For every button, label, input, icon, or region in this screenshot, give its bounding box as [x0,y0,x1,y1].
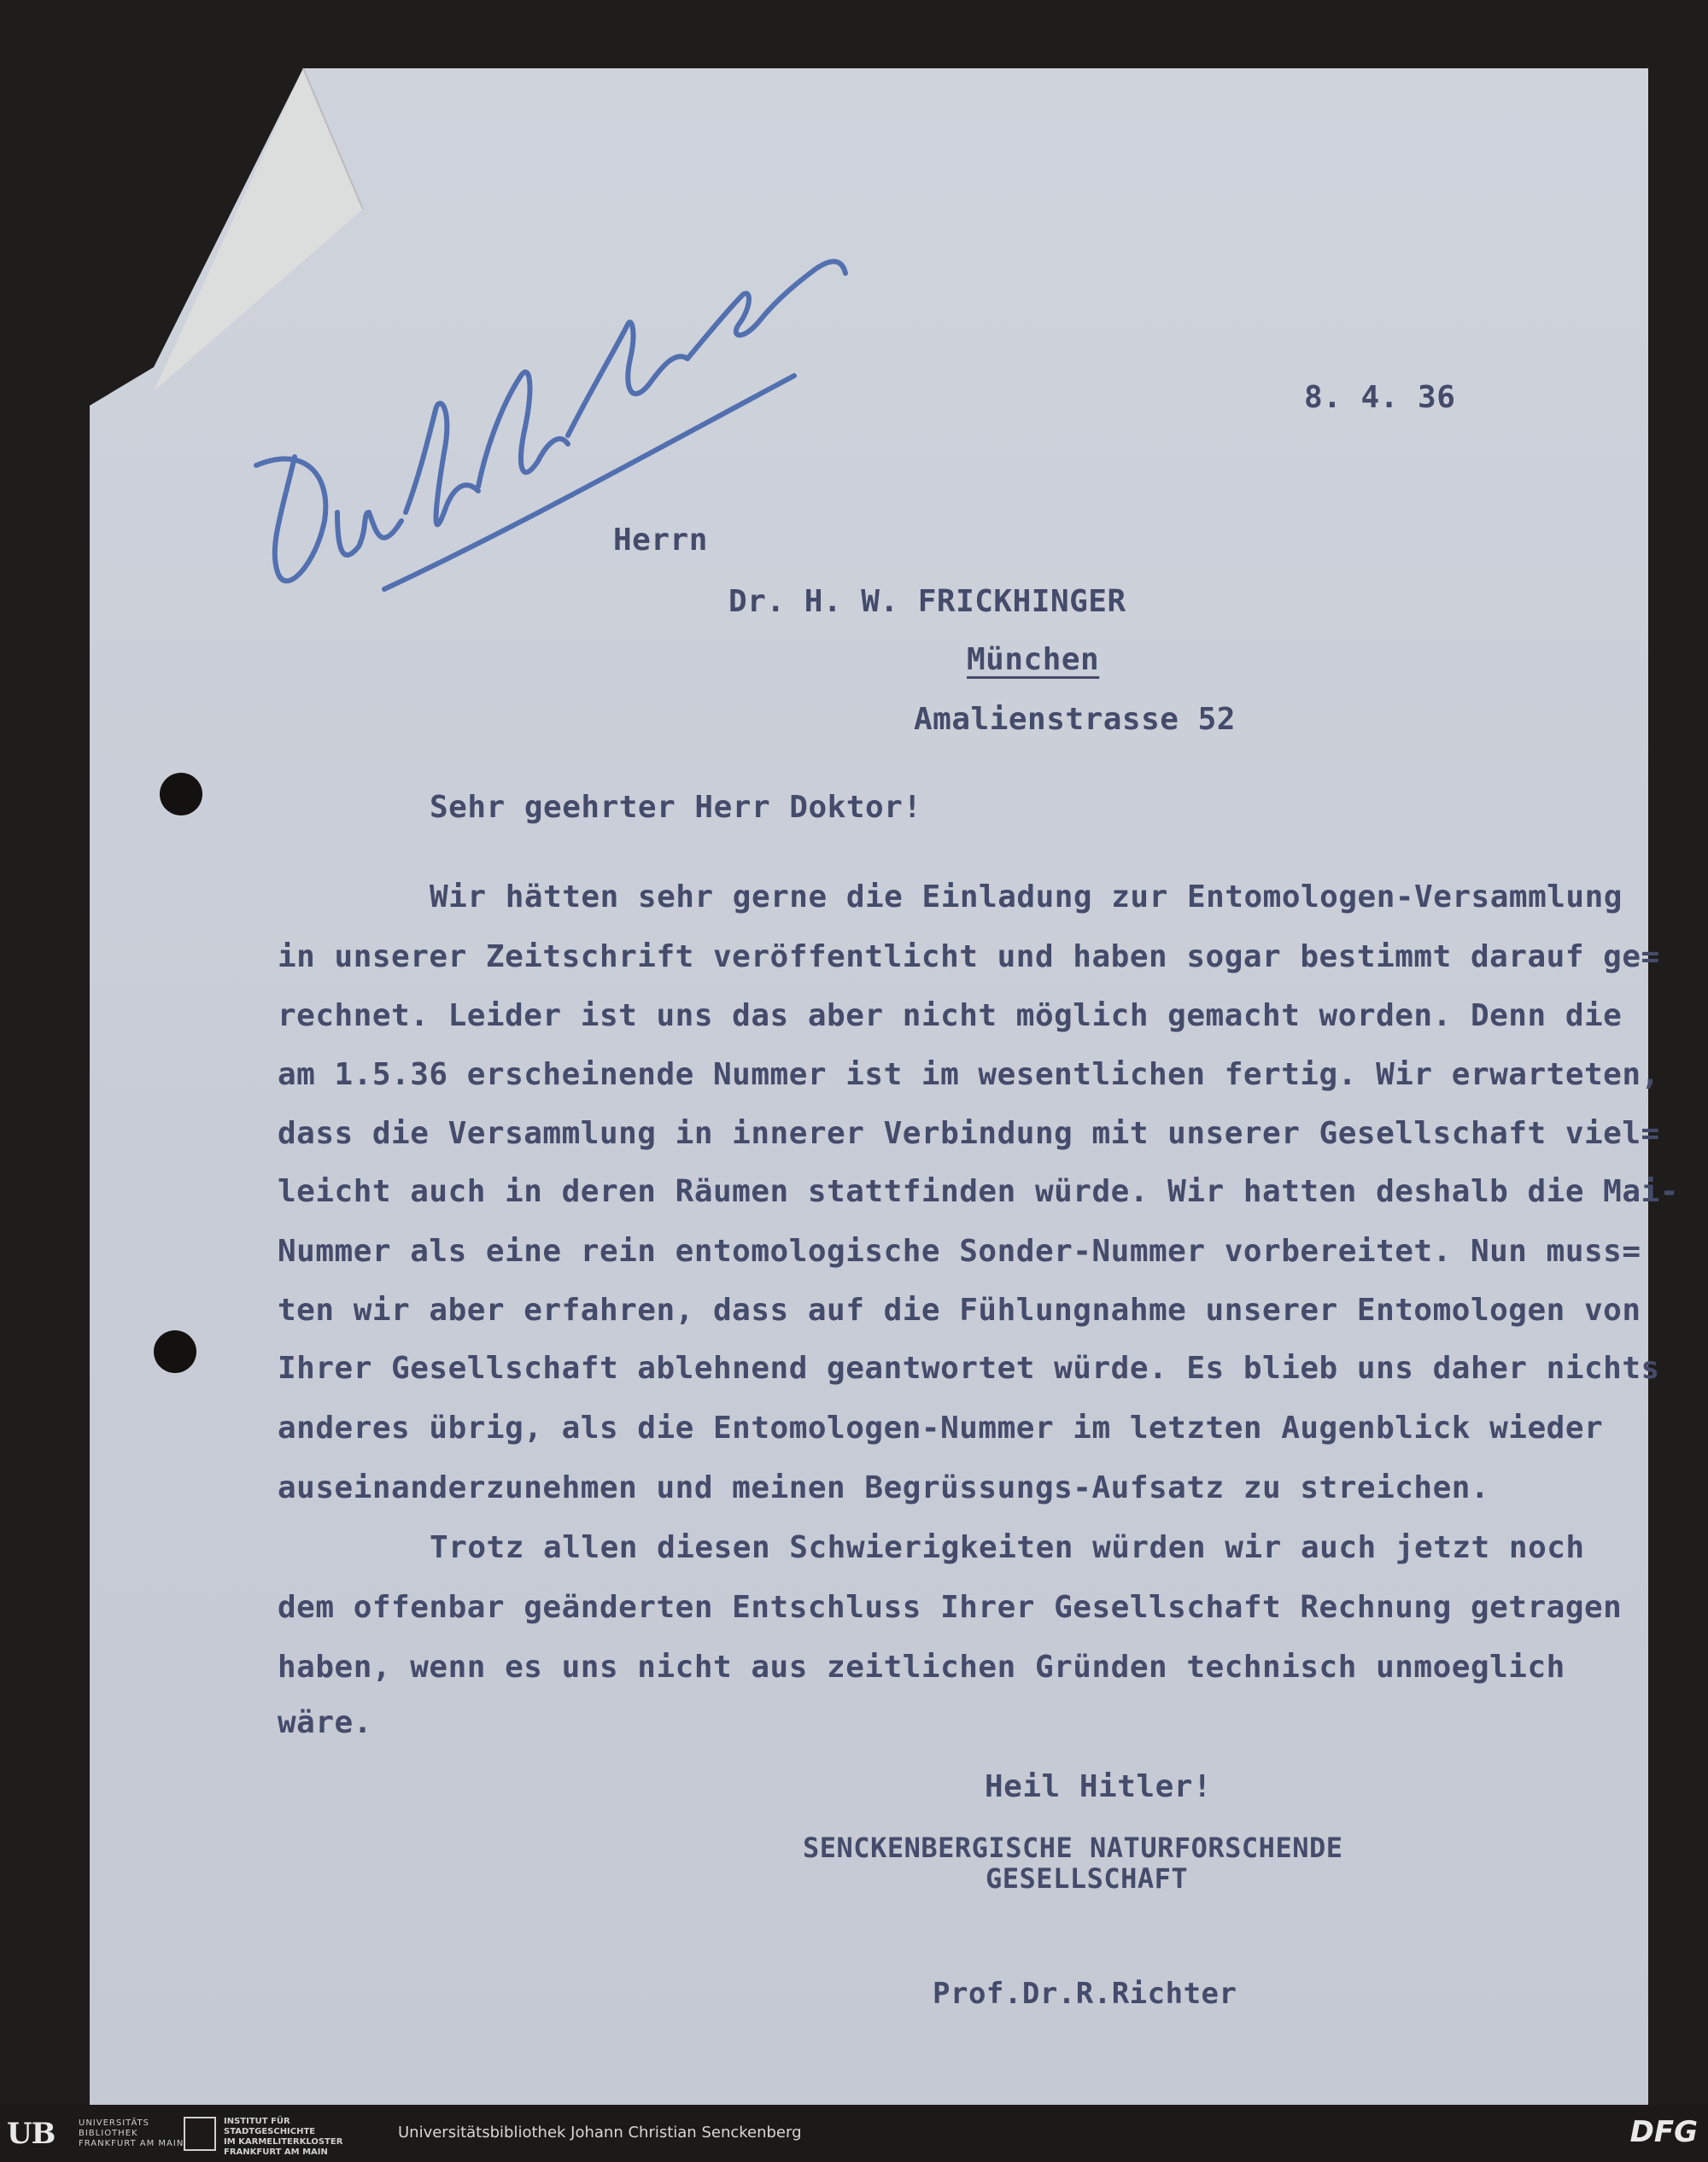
body-line: Trotz allen diesen Schwierigkeiten würden wir auch jetzt noch [430,1530,1585,1565]
body-line: dass die Versammlung in innerer Verbindung mit unserer Gesellschaft viel= [278,1116,1660,1151]
body-line: Wir hätten sehr gerne die Einladung zur Entomologen-Versammlung [430,879,1623,914]
institute-logo-mark [184,2117,216,2151]
body-line: anderes übrig, als die Entomologen-Nummer im letzten Augenblick wieder [278,1411,1604,1446]
closing: Heil Hitler! [985,1769,1213,1804]
ub-logo-text: UNIVERSITÄTS BIBLIOTHEK FRANKFURT AM MAIN [79,2118,184,2148]
body-line: ten wir aber erfahren, dass auf die Fühlungnahme unserer Entomologen von [278,1293,1641,1328]
body-line: Nummer als eine rein entomologische Sonder-Nummer vorbereitet. Nun muss= [278,1234,1641,1269]
body-line: rechnet. Leider ist uns das aber nicht möglich gemacht worden. Denn die [278,998,1623,1033]
greeting: Sehr geehrter Herr Doktor! [430,790,922,825]
punch-hole-upper [160,773,202,815]
library-credit: Universitätsbibliothek Johann Christian Senckenberg [398,2124,802,2142]
punch-hole-lower [154,1330,196,1373]
signatory: Prof.Dr.R.Richter [933,1977,1237,2011]
institute-logo-text: INSTITUT FÜR STADTGESCHICHTE IM KARMELITERKLOSTER FRANKFURT AM MAIN [224,2117,343,2157]
body-line: dem offenbar geänderten Entschluss Ihrer Gesellschaft Rechnung getragen [278,1590,1623,1625]
body-line: in unserer Zeitschrift veröffentlicht und haben sogar bestimmt darauf ge= [278,939,1660,974]
organization-line-2: GESELLSCHAFT [986,1862,1189,1895]
recipient-street: Amalienstrasse 52 [914,702,1236,737]
ub-logo: UB [7,2117,56,2151]
archive-footer [0,2105,1708,2162]
body-line: wäre. [278,1705,372,1740]
recipient-city: München [967,642,1100,677]
body-line: Ihrer Gesellschaft ablehnend geantwortet würde. Es blieb uns daher nichts [278,1351,1660,1386]
recipient-name: Dr. H. W. FRICKHINGER [728,584,1126,619]
body-line: haben, wenn es uns nicht aus zeitlichen Gründen technisch unmoeglich [278,1650,1565,1685]
recipient-salutation: Herrn [613,523,708,558]
letter-date: 8. 4. 36 [1304,380,1456,415]
organization-line-1: SENCKENBERGISCHE NATURFORSCHENDE [803,1832,1343,1864]
body-line: am 1.5.36 erscheinende Nummer ist im wesentlichen fertig. Wir erwarteten, [278,1057,1660,1092]
dfg-logo: DFG [1629,2115,1698,2149]
body-line: auseinanderzunehmen und meinen Begrüssungs-Aufsatz zu streichen. [278,1470,1490,1505]
body-line: leicht auch in deren Räumen stattfinden würde. Wir hatten deshalb die Mai- [278,1174,1679,1209]
